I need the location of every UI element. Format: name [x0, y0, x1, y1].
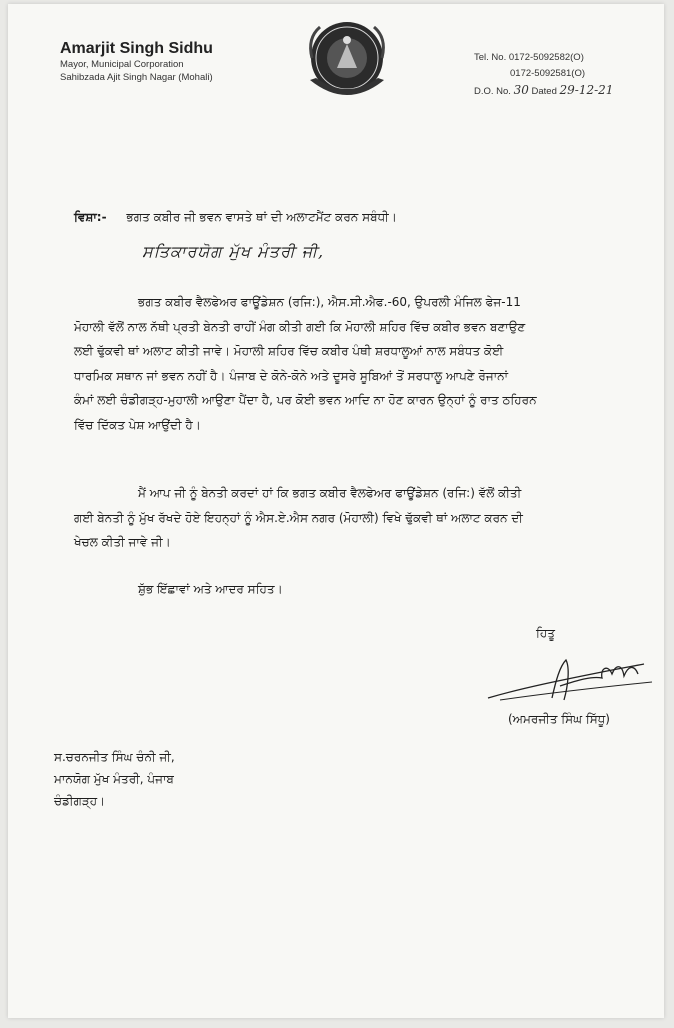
subject-label: ਵਿਸ਼ਾ:-	[74, 210, 107, 224]
recipient-city: ਚੰਡੀਗੜ੍ਹ।	[54, 794, 106, 808]
paragraph-line: ਧਾਰਮਿਕ ਸਥਾਨ ਜਾਂ ਭਵਨ ਨਹੀਂ ਹੈ। ਪੰਜਾਬ ਦੇ ਕੋਨੇ-ਕੋਨੇ ਅਤੇ ਦੂਸਰੇ ਸੂਬਿਆਂ ਤੋਂ ਸਰਧਾਲੂ ਆਪਣੇ ਰੋਜਾਨਾਂ	[74, 368, 509, 383]
paragraph-line: ਮੋਹਾਲੀ ਵੱਲੋਂ ਨਾਲ ਨੱਥੀ ਪ੍ਰਤੀ ਬੇਨਤੀ ਰਾਹੀਂ ਮੰਗ ਕੀਤੀ ਗਈ ਕਿ ਮੋਹਾਲੀ ਸ਼ਹਿਰ ਵਿੱਚ ਕਬੀਰ ਭਵਨ ਬਣਾਉਣ	[74, 319, 526, 334]
closing-yours: ਹਿਤੂ	[536, 626, 555, 640]
tel-number-2: 0172-5092581(O)	[510, 68, 585, 79]
municipal-seal-logo	[304, 18, 390, 104]
recipient-block	[54, 746, 175, 812]
paragraph-line: ਵਿੱਚ ਦਿੱਕਤ ਪੇਸ਼ ਆਉਂਦੀ ਹੈ।	[74, 417, 201, 432]
handwritten-signature	[482, 654, 654, 710]
dated-label: Dated	[531, 86, 557, 97]
body-paragraph-1	[74, 290, 634, 437]
tel-label: Tel. No.	[474, 52, 507, 63]
sender-name: Amarjit Singh Sidhu	[60, 40, 213, 57]
paragraph-line: ਕੰਮਾਂ ਲਈ ਚੰਡੀਗੜ੍ਹ-ਮੁਹਾਲੀ ਆਉਣਾ ਪੈਂਦਾ ਹੈ, ਪਰ ਕੋਈ ਭਵਨ ਆਦਿ ਨਾ ਹੋਣ ਕਾਰਨ ਉਨ੍ਹਾਂ ਨੂੰ ਰਾਤ ਠਹਿਰਨ	[74, 393, 537, 407]
letterhead-sender	[60, 40, 213, 84]
closing-regards: ਸ਼ੁੱਭ ਇੱਛਾਵਾਂ ਅਤੇ ਆਦਰ ਸਹਿਤ।	[138, 582, 283, 596]
paragraph-line: ਖੇਚਲ ਕੀਤੀ ਜਾਵੇ ਜੀ।	[74, 535, 171, 549]
letter-date: 29-12-21	[559, 83, 614, 97]
paragraph-line: ਮੈਂ ਆਪ ਜੀ ਨੂੰ ਬੇਨਤੀ ਕਰਦਾਂ ਹਾਂ ਕਿ ਭਗਤ ਕਬੀਰ ਵੈਲਫੇਅਰ ਫਾਊਂਡੇਸ਼ਨ (ਰਜਿ:) ਵੱਲੋਂ ਕੀਤੀ	[138, 486, 522, 500]
paragraph-line: ਭਗਤ ਕਬੀਰ ਵੈਲਫੇਅਰ ਫਾਊਂਡੇਸ਼ਨ (ਰਜਿ:), ਐਸ.ਸੀ.ਐਫ.-60, ਉਪਰਲੀ ਮੰਜਿਲ ਫੇਜ-11	[138, 295, 521, 309]
sender-city: Sahibzada Ajit Singh Nagar (Mohali)	[60, 72, 213, 83]
subject-line	[74, 210, 397, 225]
tel-line	[474, 50, 613, 66]
contact-block	[474, 50, 613, 100]
salutation: ਸਤਿਕਾਰਯੋਗ ਮੁੱਖ ਮੰਤਰੀ ਜੀ,	[142, 242, 325, 261]
letter-page	[8, 4, 664, 1018]
do-number: 30	[513, 83, 529, 97]
subject-text: ਭਗਤ ਕਬੀਰ ਜੀ ਭਵਨ ਵਾਸਤੇ ਥਾਂ ਦੀ ਅਲਾਟਮੈਂਟ ਕਰਨ ਸਬੰਧੀ।	[126, 210, 397, 224]
recipient-name: ਸ.ਚਰਨਜੀਤ ਸਿੰਘ ਚੰਨੀ ਜੀ,	[54, 750, 175, 764]
paragraph-line: ਗਈ ਬੇਨਤੀ ਨੂੰ ਮੁੱਖ ਰੱਖਦੇ ਹੋਏ ਇਹਨ੍ਹਾਂ ਨੂੰ ਐਸ.ਏ.ਐਸ ਨਗਰ (ਮੋਹਾਲੀ) ਵਿਖੇ ਢੁੱਕਵੀ ਥਾਂ ਅਲਾਟ ਕਰਨ ਦੀ	[74, 510, 523, 525]
recipient-title: ਮਾਨਯੋਗ ਮੁੱਖ ਮੰਤਰੀ, ਪੰਜਾਬ	[54, 772, 174, 786]
signatory-name: (ਅਮਰਜੀਤ ਸਿੰਘ ਸਿੱਧੂ)	[508, 712, 610, 726]
paragraph-line: ਲਈ ਢੁੱਕਵੀ ਥਾਂ ਅਲਾਟ ਕੀਤੀ ਜਾਵੇ। ਮੋਹਾਲੀ ਸ਼ਹਿਰ ਵਿੱਚ ਕਬੀਰ ਪੰਥੀ ਸ਼ਰਧਾਲੂਆਂ ਨਾਲ ਸਬੰਧਤ ਕੋਈ	[74, 344, 504, 358]
sender-designation: Mayor, Municipal Corporation	[60, 59, 184, 70]
do-label: D.O. No.	[474, 86, 511, 97]
body-paragraph-2	[74, 481, 634, 555]
do-line	[474, 82, 613, 100]
tel-number-1: 0172-5092582(O)	[508, 52, 584, 63]
